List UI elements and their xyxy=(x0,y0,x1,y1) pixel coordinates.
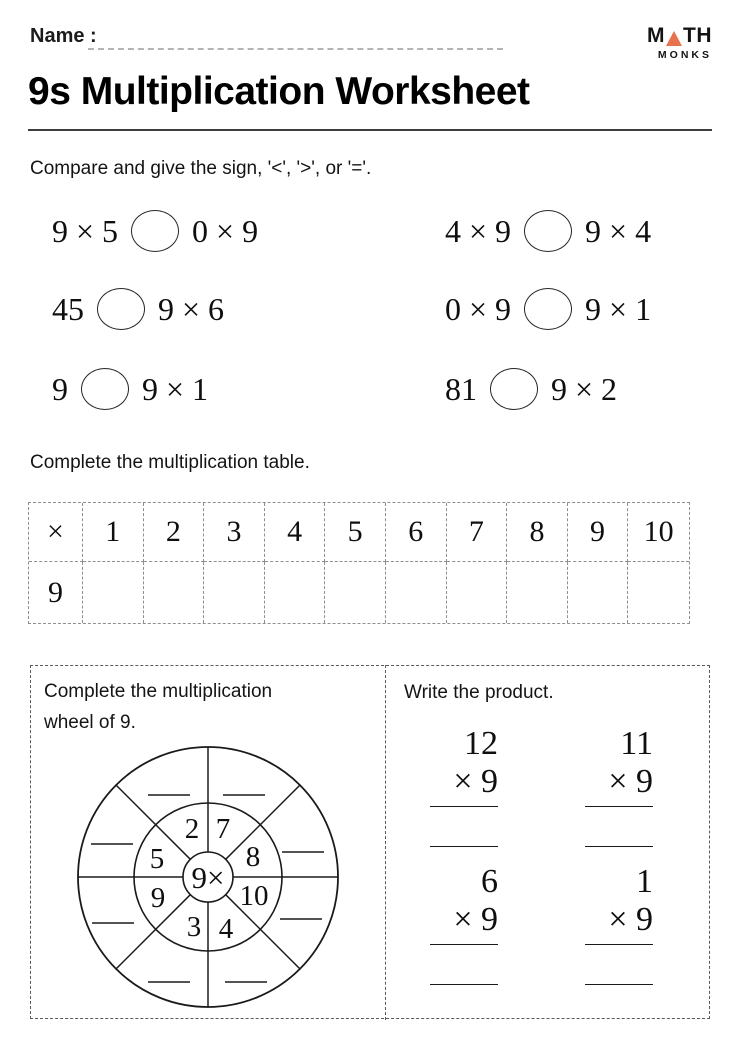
wheel-sector-number: 10 xyxy=(239,880,269,912)
compare-problem xyxy=(445,288,651,330)
name-label: Name : xyxy=(30,25,97,47)
title-divider xyxy=(28,129,712,131)
compare-problem xyxy=(52,288,224,330)
table-header-cell: × xyxy=(29,503,83,562)
compare-answer-circle[interactable] xyxy=(524,288,572,330)
logo-wordmark xyxy=(647,24,712,48)
product-multiplier: × 9 xyxy=(585,764,653,807)
table-header-cell: 4 xyxy=(265,503,326,562)
compare-left-expression: 0 × 9 xyxy=(445,290,512,327)
compare-left-expression: 9 xyxy=(52,370,68,407)
compare-problem xyxy=(445,210,651,252)
table-answer-cell[interactable] xyxy=(265,562,326,623)
table-answer-cell[interactable] xyxy=(507,562,568,623)
logo-subtitle: MONKS xyxy=(657,49,712,61)
table-header-cell: 9 xyxy=(568,503,629,562)
math-monks-logo xyxy=(647,24,712,61)
compare-left-expression: 81 xyxy=(445,370,477,407)
compare-right-expression: 0 × 9 xyxy=(192,212,259,249)
product-problem xyxy=(430,724,498,847)
product-instruction: Write the product. xyxy=(404,682,554,703)
product-answer-line[interactable] xyxy=(430,984,498,985)
logo-text-m: M xyxy=(647,24,665,47)
panel-divider xyxy=(385,665,386,1020)
product-answer-line[interactable] xyxy=(430,846,498,847)
table-header-cell: 2 xyxy=(144,503,205,562)
table-answer-cell[interactable] xyxy=(144,562,205,623)
product-problem xyxy=(430,862,498,985)
wheel-sector-number: 9 xyxy=(150,882,166,914)
table-instruction: Complete the multiplication table. xyxy=(30,452,310,473)
name-fill-line[interactable] xyxy=(88,30,503,50)
product-multiplicand: 6 xyxy=(481,863,498,900)
wheel-sector-number: 3 xyxy=(186,911,202,943)
wheel-sector-number: 5 xyxy=(149,843,165,875)
compare-left-expression: 9 × 5 xyxy=(52,212,119,249)
table-header-cell: 10 xyxy=(628,503,689,562)
product-problem xyxy=(585,862,653,985)
wheel-sector-number: 8 xyxy=(245,841,261,873)
table-row-label: 9 xyxy=(29,562,83,623)
compare-problem xyxy=(52,368,208,410)
compare-right-expression: 9 × 1 xyxy=(585,290,652,327)
page-title: 9s Multiplication Worksheet xyxy=(28,70,530,113)
product-answer-line[interactable] xyxy=(585,846,653,847)
table-header-cell: 5 xyxy=(325,503,386,562)
compare-answer-circle[interactable] xyxy=(131,210,179,252)
compare-answer-circle[interactable] xyxy=(524,210,572,252)
table-header-cell: 1 xyxy=(83,503,144,562)
product-multiplicand: 11 xyxy=(620,725,653,762)
multiplication-wheel xyxy=(68,737,348,1017)
product-answer-line[interactable] xyxy=(585,984,653,985)
wheel-sector-number: 2 xyxy=(184,813,200,845)
compare-right-expression: 9 × 2 xyxy=(551,370,618,407)
compare-answer-circle[interactable] xyxy=(490,368,538,410)
table-header-cell: 8 xyxy=(507,503,568,562)
compare-right-expression: 9 × 6 xyxy=(158,290,225,327)
wheel-sector-number: 7 xyxy=(215,813,231,845)
product-problem xyxy=(585,724,653,847)
wheel-instruction-line1: Complete the multiplication xyxy=(44,681,273,702)
compare-problem xyxy=(445,368,617,410)
wheel-center-label: 9× xyxy=(191,860,225,895)
compare-right-expression: 9 × 4 xyxy=(585,212,652,249)
logo-text-th: TH xyxy=(683,24,712,47)
product-multiplier: × 9 xyxy=(430,764,498,807)
wheel-spoke xyxy=(226,785,300,859)
table-answer-cell[interactable] xyxy=(628,562,689,623)
compare-problem xyxy=(52,210,258,252)
compare-right-expression: 9 × 1 xyxy=(142,370,209,407)
product-multiplier: × 9 xyxy=(585,902,653,945)
table-header-cell: 7 xyxy=(447,503,508,562)
table-header-cell: 6 xyxy=(386,503,447,562)
table-answer-cell[interactable] xyxy=(386,562,447,623)
product-multiplier: × 9 xyxy=(430,902,498,945)
wheel-sector-number: 4 xyxy=(218,913,234,945)
multiplication-table xyxy=(28,502,690,624)
compare-answer-circle[interactable] xyxy=(81,368,129,410)
table-header-cell: 3 xyxy=(204,503,265,562)
table-answer-cell[interactable] xyxy=(204,562,265,623)
table-answer-cell[interactable] xyxy=(447,562,508,623)
wheel-instruction-line2: wheel of 9. xyxy=(44,712,136,733)
compare-left-expression: 45 xyxy=(52,290,84,327)
logo-triangle-icon xyxy=(666,31,682,46)
product-multiplicand: 12 xyxy=(464,725,498,762)
compare-answer-circle[interactable] xyxy=(97,288,145,330)
compare-left-expression: 4 × 9 xyxy=(445,212,512,249)
product-multiplicand: 1 xyxy=(636,863,653,900)
table-answer-cell[interactable] xyxy=(568,562,629,623)
compare-instruction: Compare and give the sign, '<', '>', or '='. xyxy=(30,158,372,179)
table-answer-cell[interactable] xyxy=(83,562,144,623)
table-answer-cell[interactable] xyxy=(325,562,386,623)
wheel-instruction xyxy=(44,676,272,738)
